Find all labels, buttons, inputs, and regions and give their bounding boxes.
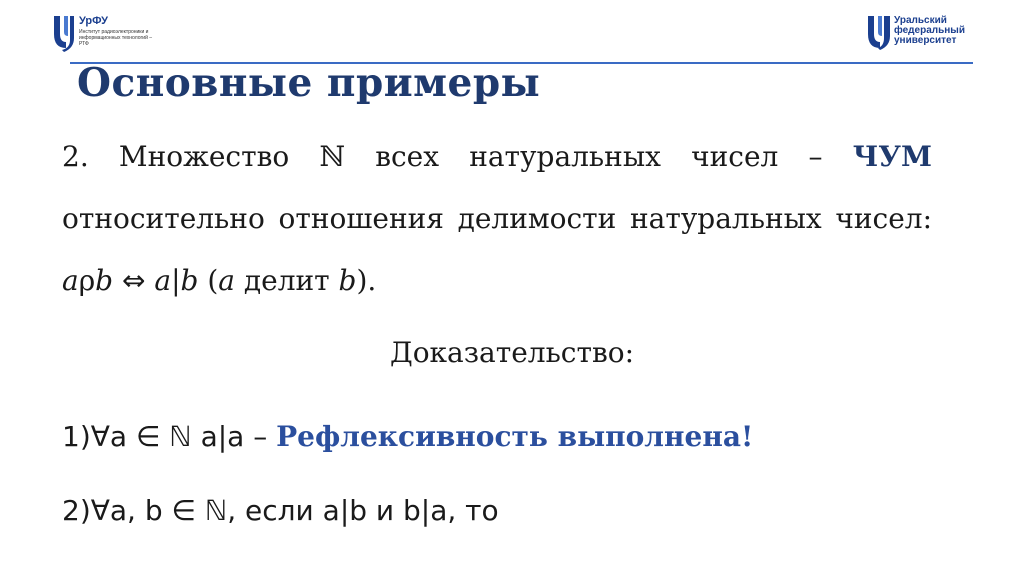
divides-b: b: [180, 264, 199, 297]
paren-close: ).: [356, 264, 377, 297]
urfu-logo-left: [52, 14, 152, 54]
divides-a: a: [154, 264, 172, 297]
relation-a: a: [62, 264, 79, 297]
logo-right-line3: университет: [894, 35, 957, 46]
university-logo-icon: [866, 14, 892, 50]
paren-text: делит: [234, 264, 339, 297]
item2-formula: 2)∀a, b ∈ ℕ, если a|b и b|a, то: [62, 494, 499, 527]
proof-item-2: [62, 494, 499, 527]
logo-right-line2: федеральный: [894, 25, 965, 36]
urfu-logo-right: [866, 14, 986, 54]
paren-a: a: [218, 264, 235, 297]
slide-title: Основные примеры: [77, 60, 541, 106]
paren-b: b: [338, 264, 357, 297]
example-paragraph: [62, 126, 932, 312]
logo-left-subtitle: Институт радиоэлектроники и информационных технологий – РТФ: [79, 29, 153, 47]
paragraph-part1: 2. Множество ℕ всех натуральных чисел –: [62, 140, 853, 173]
logo-right-text: [894, 16, 965, 46]
logo-left-name: УрФУ: [79, 15, 108, 27]
item1-formula: 1)∀a ∈ ℕ a|a –: [62, 420, 277, 453]
relation-rho: ρ: [78, 264, 96, 297]
paragraph-part2: относительно отношения делимости натуральных чисел:: [62, 202, 932, 235]
chum-highlight: ЧУМ: [852, 140, 932, 173]
iff-symbol: ⇔: [113, 264, 155, 297]
relation-b: b: [95, 264, 114, 297]
logo-right-line1: Уральский: [894, 15, 947, 26]
paren-open: (: [198, 264, 219, 297]
urfu-logo-icon: [52, 14, 76, 52]
proof-heading: Доказательство:: [389, 336, 635, 369]
item1-result: Рефлексивность выполнена!: [276, 420, 754, 453]
proof-item-1: [62, 420, 753, 453]
divides-bar: |: [171, 264, 181, 297]
